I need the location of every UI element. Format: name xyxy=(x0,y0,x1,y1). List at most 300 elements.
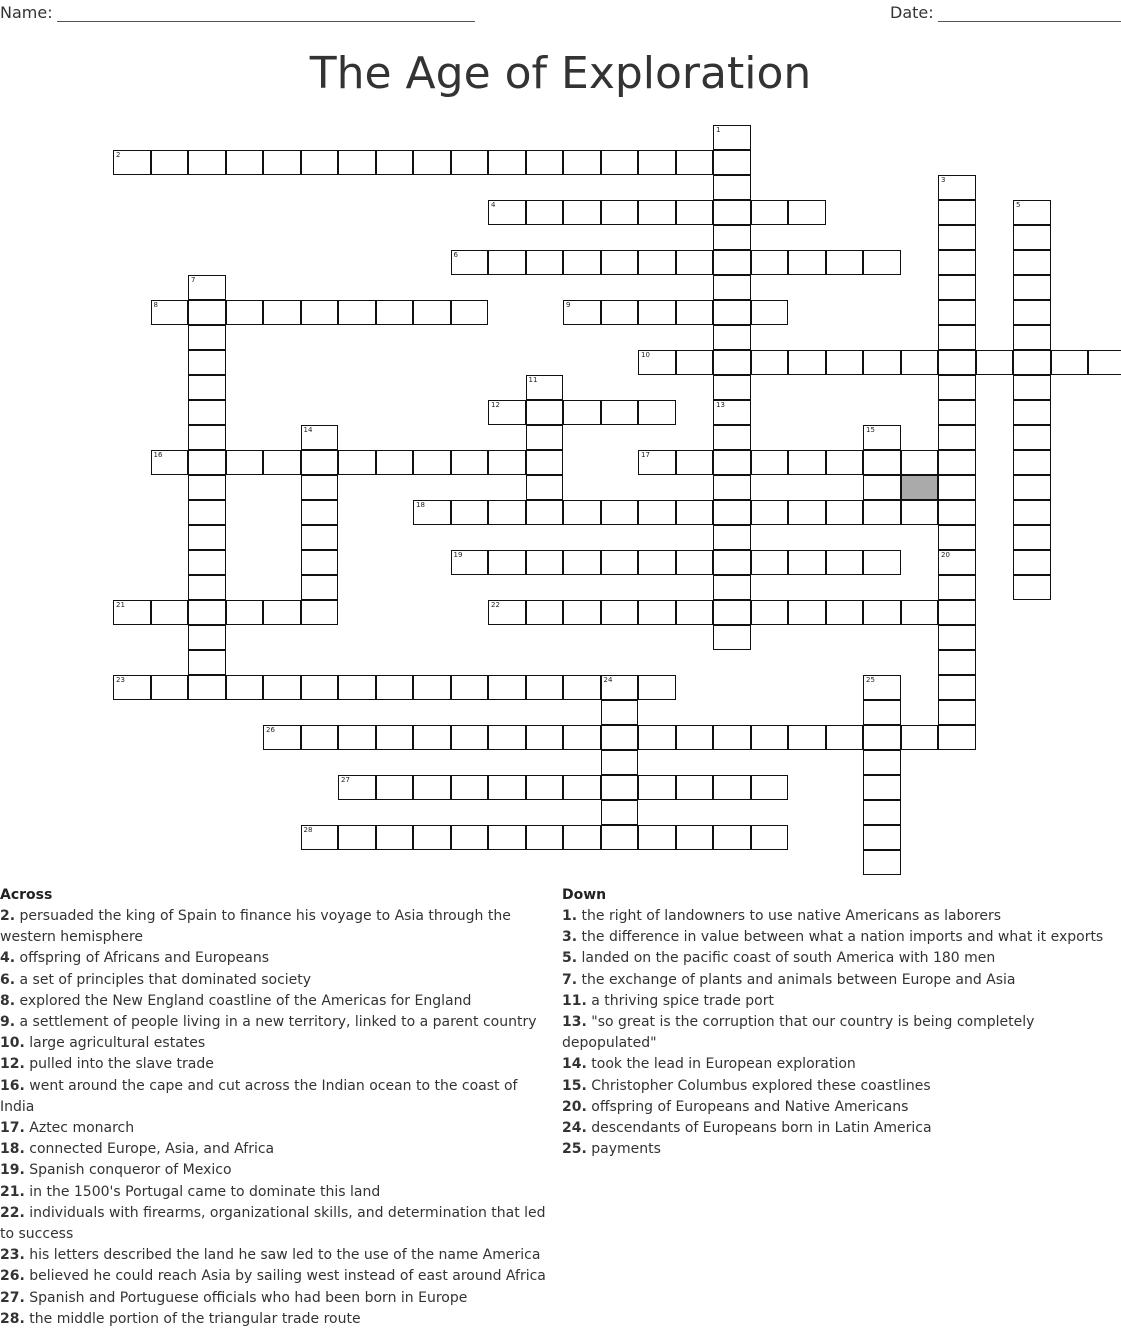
grid-cell[interactable] xyxy=(938,650,976,675)
grid-cell[interactable] xyxy=(188,400,226,425)
grid-cell[interactable] xyxy=(938,500,976,525)
grid-cell[interactable] xyxy=(188,350,226,375)
grid-cell[interactable] xyxy=(338,675,376,700)
grid-cell[interactable] xyxy=(713,200,751,225)
grid-cell[interactable] xyxy=(901,600,939,625)
grid-cell[interactable] xyxy=(938,250,976,275)
grid-cell[interactable] xyxy=(563,250,601,275)
grid-cell[interactable] xyxy=(638,775,676,800)
grid-cell[interactable] xyxy=(1013,575,1051,600)
grid-cell[interactable] xyxy=(863,675,901,700)
clue-text: pulled into the slave trade xyxy=(29,1056,214,1073)
grid-cell[interactable] xyxy=(863,450,901,475)
grid-cell[interactable] xyxy=(563,500,601,525)
grid-cell[interactable] xyxy=(863,475,901,500)
grid-cell[interactable] xyxy=(788,450,826,475)
grid-cell[interactable] xyxy=(301,575,339,600)
clue-number: 28 xyxy=(303,826,313,834)
grid-cell[interactable] xyxy=(451,300,489,325)
grid-cell[interactable] xyxy=(301,450,339,475)
grid-cell[interactable] xyxy=(188,425,226,450)
grid-cell[interactable] xyxy=(863,350,901,375)
grid-cell[interactable] xyxy=(451,250,489,275)
grid-cell[interactable] xyxy=(713,350,751,375)
grid-cell[interactable] xyxy=(601,550,639,575)
grid-cell[interactable] xyxy=(638,200,676,225)
grid-cell[interactable] xyxy=(788,500,826,525)
grid-cell[interactable] xyxy=(863,800,901,825)
clue-item xyxy=(562,927,1117,948)
grid-cell[interactable] xyxy=(376,150,414,175)
grid-cell[interactable] xyxy=(413,300,451,325)
grid-cell[interactable] xyxy=(188,325,226,350)
grid-cell[interactable] xyxy=(601,500,639,525)
grid-cell[interactable] xyxy=(676,600,714,625)
grid-cell[interactable] xyxy=(301,500,339,525)
grid-cell[interactable] xyxy=(113,600,151,625)
grid-cell[interactable] xyxy=(638,825,676,850)
grid-cell[interactable] xyxy=(638,725,676,750)
clue-number: 20 xyxy=(941,551,950,559)
grid-cell[interactable] xyxy=(938,475,976,500)
grid-cell[interactable] xyxy=(976,350,1014,375)
grid-cell[interactable] xyxy=(638,675,676,700)
grid-cell[interactable] xyxy=(751,550,789,575)
grid-cell[interactable] xyxy=(488,450,526,475)
grid-cell[interactable] xyxy=(826,600,864,625)
grid-cell[interactable] xyxy=(676,350,714,375)
grid-cell[interactable] xyxy=(676,825,714,850)
grid-cell[interactable] xyxy=(938,575,976,600)
grid-cell[interactable] xyxy=(263,600,301,625)
grid-cell[interactable] xyxy=(601,150,639,175)
clue-number: 24 xyxy=(603,676,613,684)
grid-cell[interactable] xyxy=(713,600,751,625)
grid-cell[interactable] xyxy=(488,200,526,225)
clue-item xyxy=(0,991,552,1012)
grid-cell[interactable] xyxy=(938,275,976,300)
grid-cell[interactable] xyxy=(1013,225,1051,250)
grid-cell[interactable] xyxy=(938,175,976,200)
grid-cell[interactable] xyxy=(488,725,526,750)
grid-cell[interactable] xyxy=(188,475,226,500)
grid-cell[interactable] xyxy=(938,300,976,325)
grid-cell[interactable] xyxy=(1013,375,1051,400)
grid-cell[interactable] xyxy=(451,550,489,575)
grid-cell[interactable] xyxy=(1013,300,1051,325)
grid-cell[interactable] xyxy=(601,675,639,700)
grid-cell[interactable] xyxy=(563,600,601,625)
grid-cell[interactable] xyxy=(638,500,676,525)
grid-cell[interactable] xyxy=(188,625,226,650)
grid-cell[interactable] xyxy=(601,775,639,800)
grid-cell[interactable] xyxy=(938,375,976,400)
grid-cell[interactable] xyxy=(676,150,714,175)
grid-cell[interactable] xyxy=(938,725,976,750)
grid-cell[interactable] xyxy=(826,725,864,750)
grid-cell[interactable] xyxy=(713,525,751,550)
grid-cell[interactable] xyxy=(601,700,639,725)
grid-cell[interactable] xyxy=(301,475,339,500)
grid-cell[interactable] xyxy=(338,300,376,325)
clue-num: 2. xyxy=(0,908,16,924)
grid-cell[interactable] xyxy=(451,825,489,850)
grid-cell[interactable] xyxy=(301,675,339,700)
grid-cell[interactable] xyxy=(713,275,751,300)
grid-cell[interactable] xyxy=(901,500,939,525)
grid-cell[interactable] xyxy=(938,675,976,700)
grid-cell[interactable] xyxy=(676,300,714,325)
grid-cell[interactable] xyxy=(938,350,976,375)
grid-cell[interactable] xyxy=(413,825,451,850)
grid-cell[interactable] xyxy=(751,775,789,800)
grid-cell[interactable] xyxy=(526,400,564,425)
grid-cell[interactable] xyxy=(863,250,901,275)
grid-cell[interactable] xyxy=(451,725,489,750)
grid-cell[interactable] xyxy=(676,775,714,800)
grid-cell[interactable] xyxy=(938,400,976,425)
grid-cell[interactable] xyxy=(226,450,264,475)
clue-num: 22. xyxy=(0,1204,25,1221)
grid-cell[interactable] xyxy=(713,300,751,325)
grid-cell[interactable] xyxy=(788,550,826,575)
grid-cell[interactable] xyxy=(676,450,714,475)
grid-cell[interactable] xyxy=(788,200,826,225)
grid-cell[interactable] xyxy=(901,450,939,475)
grid-cell[interactable] xyxy=(301,725,339,750)
grid-cell[interactable] xyxy=(113,675,151,700)
grid-cell[interactable] xyxy=(863,600,901,625)
grid-cell[interactable] xyxy=(863,750,901,775)
grid-cell[interactable] xyxy=(713,500,751,525)
grid-cell[interactable] xyxy=(713,775,751,800)
grid-cell[interactable] xyxy=(601,400,639,425)
grid-cell[interactable] xyxy=(301,425,339,450)
grid-cell[interactable] xyxy=(301,525,339,550)
grid-cell[interactable] xyxy=(338,450,376,475)
clue-num: 12. xyxy=(0,1056,25,1073)
grid-cell[interactable] xyxy=(713,250,751,275)
grid-cell[interactable] xyxy=(301,550,339,575)
grid-cell[interactable] xyxy=(638,450,676,475)
grid-cell[interactable] xyxy=(526,450,564,475)
grid-cell[interactable] xyxy=(563,300,601,325)
grid-cell[interactable] xyxy=(938,525,976,550)
grid-cell[interactable] xyxy=(488,600,526,625)
grid-cell[interactable] xyxy=(563,725,601,750)
grid-cell[interactable] xyxy=(713,125,751,150)
grid-cell[interactable] xyxy=(451,500,489,525)
grid-cell[interactable] xyxy=(151,450,189,475)
grid-cell[interactable] xyxy=(638,400,676,425)
grid-cell[interactable] xyxy=(1013,550,1051,575)
grid-cell[interactable] xyxy=(451,450,489,475)
grid-cell[interactable] xyxy=(301,150,339,175)
grid-cell[interactable] xyxy=(226,675,264,700)
clue-text: connected Europe, Asia, and Africa xyxy=(29,1141,275,1158)
grid-cell[interactable] xyxy=(226,150,264,175)
grid-cell[interactable] xyxy=(563,775,601,800)
grid-cell[interactable] xyxy=(488,250,526,275)
grid-cell[interactable] xyxy=(1013,500,1051,525)
grid-cell[interactable] xyxy=(188,600,226,625)
grid-cell[interactable] xyxy=(863,825,901,850)
grid-cell[interactable] xyxy=(488,500,526,525)
grid-cell[interactable] xyxy=(376,775,414,800)
grid-cell[interactable] xyxy=(413,500,451,525)
grid-cell[interactable] xyxy=(713,575,751,600)
grid-cell[interactable] xyxy=(151,150,189,175)
grid-cell[interactable] xyxy=(226,600,264,625)
clue-num: 3. xyxy=(562,929,578,946)
grid-cell[interactable] xyxy=(413,675,451,700)
grid-cell[interactable] xyxy=(751,450,789,475)
grid-cell[interactable] xyxy=(263,725,301,750)
grid-cell[interactable] xyxy=(188,450,226,475)
grid-cell[interactable] xyxy=(788,350,826,375)
grid-cell[interactable] xyxy=(413,450,451,475)
grid-cell[interactable] xyxy=(938,200,976,225)
grid-cell[interactable] xyxy=(563,675,601,700)
grid-cell[interactable] xyxy=(713,150,751,175)
grid-cell[interactable] xyxy=(1013,525,1051,550)
grid-cell[interactable] xyxy=(563,150,601,175)
grid-cell[interactable] xyxy=(526,675,564,700)
grid-cell[interactable] xyxy=(751,350,789,375)
grid-cell[interactable] xyxy=(526,250,564,275)
grid-cell[interactable] xyxy=(638,600,676,625)
grid-cell[interactable] xyxy=(751,300,789,325)
grid-cell[interactable] xyxy=(338,775,376,800)
grid-cell[interactable] xyxy=(151,675,189,700)
grid-cell[interactable] xyxy=(301,825,339,850)
grid-cell[interactable] xyxy=(826,550,864,575)
grid-cell[interactable] xyxy=(263,300,301,325)
grid-cell[interactable] xyxy=(526,425,564,450)
clue-number: 22 xyxy=(491,601,500,609)
grid-cell[interactable] xyxy=(451,775,489,800)
grid-cell[interactable] xyxy=(676,500,714,525)
grid-cell[interactable] xyxy=(751,600,789,625)
grid-cell[interactable] xyxy=(376,300,414,325)
grid-cell[interactable] xyxy=(488,675,526,700)
grid-cell[interactable] xyxy=(751,500,789,525)
grid-cell[interactable] xyxy=(376,450,414,475)
grid-cell[interactable] xyxy=(713,825,751,850)
grid-cell[interactable] xyxy=(826,250,864,275)
grid-cell[interactable] xyxy=(713,550,751,575)
grid-cell[interactable] xyxy=(1013,425,1051,450)
grid-cell[interactable] xyxy=(826,500,864,525)
grid-cell[interactable] xyxy=(1013,200,1051,225)
clue-num: 6. xyxy=(0,971,16,988)
grid-cell[interactable] xyxy=(901,725,939,750)
grid-cell[interactable] xyxy=(713,225,751,250)
grid-cell[interactable] xyxy=(713,450,751,475)
grid-cell[interactable] xyxy=(713,725,751,750)
grid-cell[interactable] xyxy=(863,500,901,525)
grid-cell[interactable] xyxy=(863,850,901,875)
grid-cell[interactable] xyxy=(788,250,826,275)
grid-cell[interactable] xyxy=(188,500,226,525)
grid-cell[interactable] xyxy=(1013,325,1051,350)
grid-cell[interactable] xyxy=(338,825,376,850)
grid-cell[interactable] xyxy=(563,550,601,575)
grid-cell[interactable] xyxy=(1051,350,1089,375)
grid-cell[interactable] xyxy=(151,300,189,325)
grid-cell[interactable] xyxy=(938,425,976,450)
grid-cell[interactable] xyxy=(601,800,639,825)
grid-cell[interactable] xyxy=(113,150,151,175)
grid-cell[interactable] xyxy=(1013,250,1051,275)
clue-text: descendants of Europeans born in Latin America xyxy=(591,1120,932,1137)
grid-cell[interactable] xyxy=(338,725,376,750)
grid-cell[interactable] xyxy=(601,725,639,750)
grid-cell[interactable] xyxy=(713,325,751,350)
grid-cell[interactable] xyxy=(451,675,489,700)
grid-cell[interactable] xyxy=(526,775,564,800)
grid-cell[interactable] xyxy=(601,600,639,625)
grid-cell[interactable] xyxy=(526,825,564,850)
grid-cell[interactable] xyxy=(638,550,676,575)
grid-cell[interactable] xyxy=(601,300,639,325)
grid-cell[interactable] xyxy=(301,600,339,625)
grid-cell[interactable] xyxy=(563,200,601,225)
grid-cell[interactable] xyxy=(188,275,226,300)
grid-cell[interactable] xyxy=(338,150,376,175)
grid-cell[interactable] xyxy=(676,250,714,275)
grid-cell[interactable] xyxy=(488,400,526,425)
name-line[interactable] xyxy=(57,6,475,22)
grid-cell[interactable] xyxy=(263,675,301,700)
grid-cell[interactable] xyxy=(638,250,676,275)
grid-cell[interactable] xyxy=(188,550,226,575)
grid-cell[interactable] xyxy=(1013,275,1051,300)
grid-cell[interactable] xyxy=(713,175,751,200)
grid-cell[interactable] xyxy=(526,725,564,750)
clue-number: 12 xyxy=(491,401,500,409)
grid-cell[interactable] xyxy=(751,250,789,275)
grid-cell[interactable] xyxy=(638,150,676,175)
grid-cell[interactable] xyxy=(526,500,564,525)
grid-cell[interactable] xyxy=(826,350,864,375)
date-field[interactable] xyxy=(890,3,1121,22)
grid-cell[interactable] xyxy=(488,150,526,175)
grid-cell[interactable] xyxy=(938,600,976,625)
grid-cell[interactable] xyxy=(751,200,789,225)
grid-cell[interactable] xyxy=(901,350,939,375)
grid-cell[interactable] xyxy=(713,625,751,650)
grid-cell[interactable] xyxy=(788,725,826,750)
grid-cell[interactable] xyxy=(601,825,639,850)
grid-cell[interactable] xyxy=(863,700,901,725)
grid-cell[interactable] xyxy=(676,200,714,225)
grid-cell[interactable] xyxy=(1013,400,1051,425)
grid-cell[interactable] xyxy=(413,775,451,800)
grid-cell[interactable] xyxy=(376,825,414,850)
grid-cell[interactable] xyxy=(938,625,976,650)
grid-cell[interactable] xyxy=(601,250,639,275)
date-line[interactable] xyxy=(938,6,1121,22)
grid-cell[interactable] xyxy=(188,575,226,600)
grid-cell[interactable] xyxy=(788,600,826,625)
name-field[interactable] xyxy=(0,3,475,22)
grid-cell[interactable] xyxy=(751,725,789,750)
grid-cell[interactable] xyxy=(526,550,564,575)
clue-number: 21 xyxy=(116,601,125,609)
grid-cell[interactable] xyxy=(713,475,751,500)
grid-cell[interactable] xyxy=(863,425,901,450)
grid-cell[interactable] xyxy=(713,425,751,450)
grid-cell[interactable] xyxy=(188,650,226,675)
grid-cell[interactable] xyxy=(563,825,601,850)
grid-cell[interactable] xyxy=(188,675,226,700)
grid-cell[interactable] xyxy=(526,200,564,225)
grid-cell[interactable] xyxy=(263,150,301,175)
grid-cell[interactable] xyxy=(451,150,489,175)
grid-cell[interactable] xyxy=(526,600,564,625)
grid-cell[interactable] xyxy=(863,550,901,575)
grid-cell[interactable] xyxy=(563,400,601,425)
grid-cell[interactable] xyxy=(263,450,301,475)
clue-num: 21. xyxy=(0,1183,25,1200)
grid-cell[interactable] xyxy=(676,550,714,575)
grid-cell[interactable] xyxy=(376,675,414,700)
grid-cell[interactable] xyxy=(676,725,714,750)
grid-cell[interactable] xyxy=(413,725,451,750)
grid-cell[interactable] xyxy=(488,550,526,575)
grid-cell[interactable] xyxy=(863,725,901,750)
grid-cell[interactable] xyxy=(188,525,226,550)
grid-cell[interactable] xyxy=(713,375,751,400)
grid-cell[interactable] xyxy=(488,825,526,850)
grid-cell[interactable] xyxy=(188,375,226,400)
clue-item xyxy=(0,1160,552,1181)
clue-number: 26 xyxy=(266,726,275,734)
grid-cell[interactable] xyxy=(826,450,864,475)
grid-cell[interactable] xyxy=(938,325,976,350)
grid-cell[interactable] xyxy=(863,775,901,800)
grid-cell[interactable] xyxy=(226,300,264,325)
grid-cell[interactable] xyxy=(638,300,676,325)
grid-cell[interactable] xyxy=(938,450,976,475)
grid-cell[interactable] xyxy=(1013,350,1051,375)
grid-cell[interactable] xyxy=(188,150,226,175)
grid-cell[interactable] xyxy=(1013,450,1051,475)
grid-cell[interactable] xyxy=(188,300,226,325)
grid-cell[interactable] xyxy=(151,600,189,625)
grid-cell[interactable] xyxy=(1013,475,1051,500)
grid-cell[interactable] xyxy=(526,150,564,175)
grid-cell[interactable] xyxy=(601,200,639,225)
clue-text: payments xyxy=(591,1141,661,1158)
grid-cell[interactable] xyxy=(601,750,639,775)
grid-cell[interactable] xyxy=(376,725,414,750)
grid-cell[interactable] xyxy=(488,775,526,800)
grid-cell[interactable] xyxy=(413,150,451,175)
grid-cell[interactable] xyxy=(1088,350,1121,375)
grid-cell[interactable] xyxy=(938,550,976,575)
grid-cell[interactable] xyxy=(713,400,751,425)
grid-cell[interactable] xyxy=(938,700,976,725)
grid-cell[interactable] xyxy=(751,825,789,850)
grid-cell[interactable] xyxy=(526,375,564,400)
grid-cell[interactable] xyxy=(526,475,564,500)
grid-cell[interactable] xyxy=(938,225,976,250)
clue-item xyxy=(0,1288,552,1309)
grid-cell[interactable] xyxy=(301,300,339,325)
grid-cell[interactable] xyxy=(638,350,676,375)
